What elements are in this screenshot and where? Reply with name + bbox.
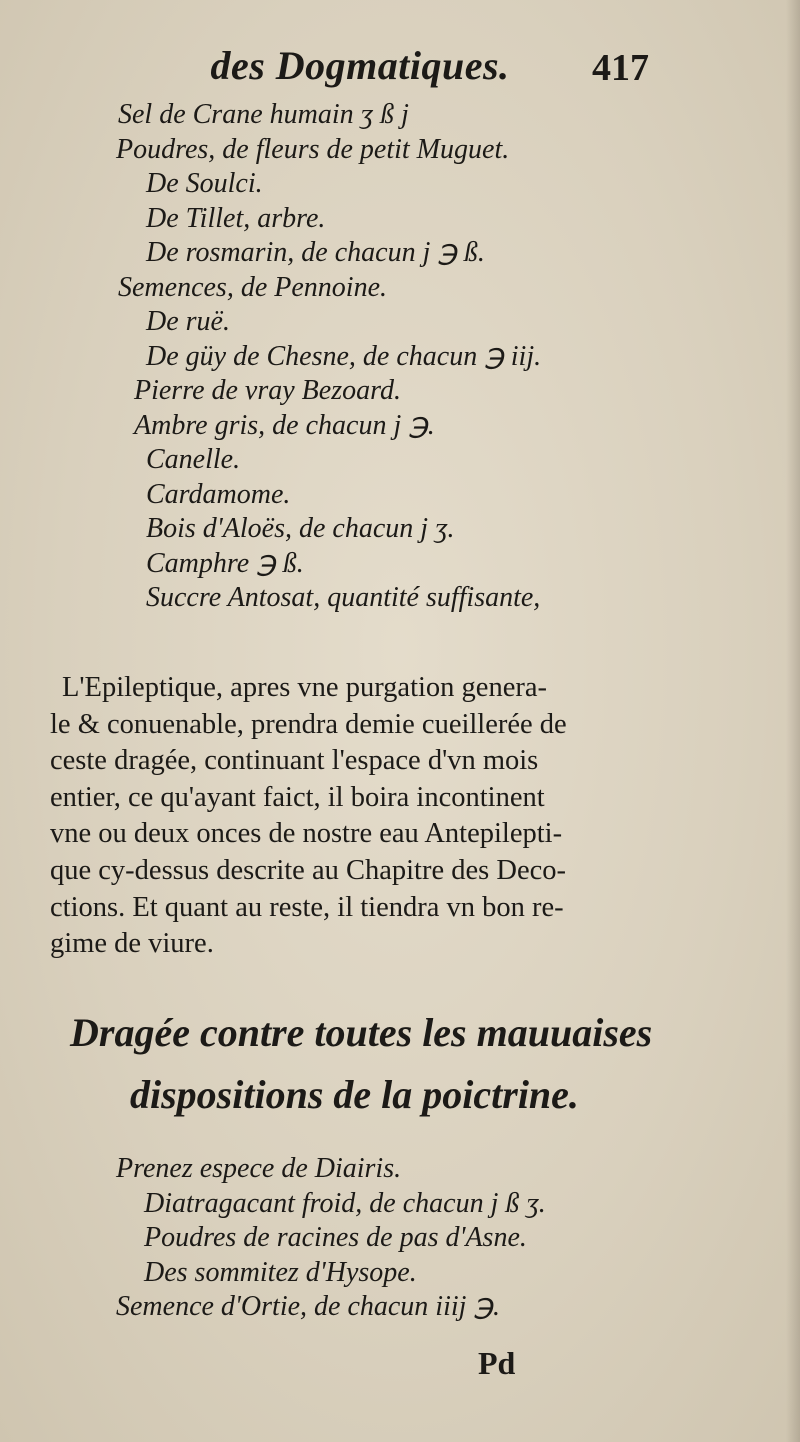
page-edge-shadow <box>786 0 800 1442</box>
section-title-line-2: dispositions de la poictrine. <box>130 1072 579 1117</box>
recipe-line: Cardamome. <box>146 478 291 510</box>
running-header: des Dogmatiques. <box>210 43 510 88</box>
recipe-line: Pierre de vray Bezoard. <box>134 375 401 406</box>
recipe-line: Semences, de Pennoine. <box>118 271 387 303</box>
section-title <box>60 1002 660 1126</box>
recipe-line: De güy de Chesne, de chacun ℈ iij. <box>146 340 542 372</box>
recipe-line: Semence d'Ortie, de chacun iiij ℈. <box>116 1291 500 1322</box>
recipe-line: Canelle. <box>146 444 241 475</box>
page-number: 417 <box>592 47 649 89</box>
recipe-line: Sel de Crane humain ʒ ß j <box>118 99 409 130</box>
recipe-line: Poudres, de fleurs de petit Muguet. <box>116 133 510 165</box>
paragraph-line: le & conuenable, prendra demie cueillerée de <box>50 708 567 740</box>
recipe-line: Bois d'Aloës, de chacun j ʒ. <box>146 513 455 544</box>
paragraph-line: vne ou deux onces de nostre eau Antepilepti- <box>50 818 563 850</box>
recipe-line: Camphre ℈ ß. <box>146 547 304 579</box>
recipe-line: De ruë. <box>146 306 230 337</box>
paragraph-line: L'Epileptique, apres vne purgation genera- <box>62 672 547 703</box>
recipe-line: Prenez espece de Diairis. <box>116 1153 402 1184</box>
recipe-line: De rosmarin, de chacun j ℈ ß. <box>146 237 485 268</box>
paragraph-line: gime de viure. <box>50 928 214 960</box>
recipe-line: De Soulci. <box>146 168 263 199</box>
paragraph-line: ctions. Et quant au reste, il tiendra vn bon re- <box>50 891 564 923</box>
recipe-list-first <box>116 98 676 616</box>
recipe-line: Diatragacant froid, de chacun j ß ʒ. <box>144 1187 546 1219</box>
catchword: Pd <box>478 1345 516 1381</box>
recipe-line: Succre Antosat, quantité suffisante, <box>146 582 541 613</box>
recipe-line: Des sommitez d'Hysope. <box>144 1256 417 1288</box>
paragraph-line: entier, ce qu'ayant faict, il boira incontinent <box>50 781 545 813</box>
recipe-line: De Tillet, arbre. <box>146 202 326 234</box>
paragraph-line: que cy-dessus descrite au Chapitre des Deco- <box>50 854 566 886</box>
paragraph-line: ceste dragée, continuant l'espace d'vn mois <box>50 745 539 777</box>
recipe-list-second <box>116 1152 676 1325</box>
recipe-line: Poudres de racines de pas d'Asne. <box>144 1222 527 1253</box>
instruction-paragraph <box>50 670 660 963</box>
recipe-line: Ambre gris, de chacun j ℈. <box>134 409 435 441</box>
section-title-line-1: Dragée contre toutes les mauuaises <box>70 1010 653 1055</box>
